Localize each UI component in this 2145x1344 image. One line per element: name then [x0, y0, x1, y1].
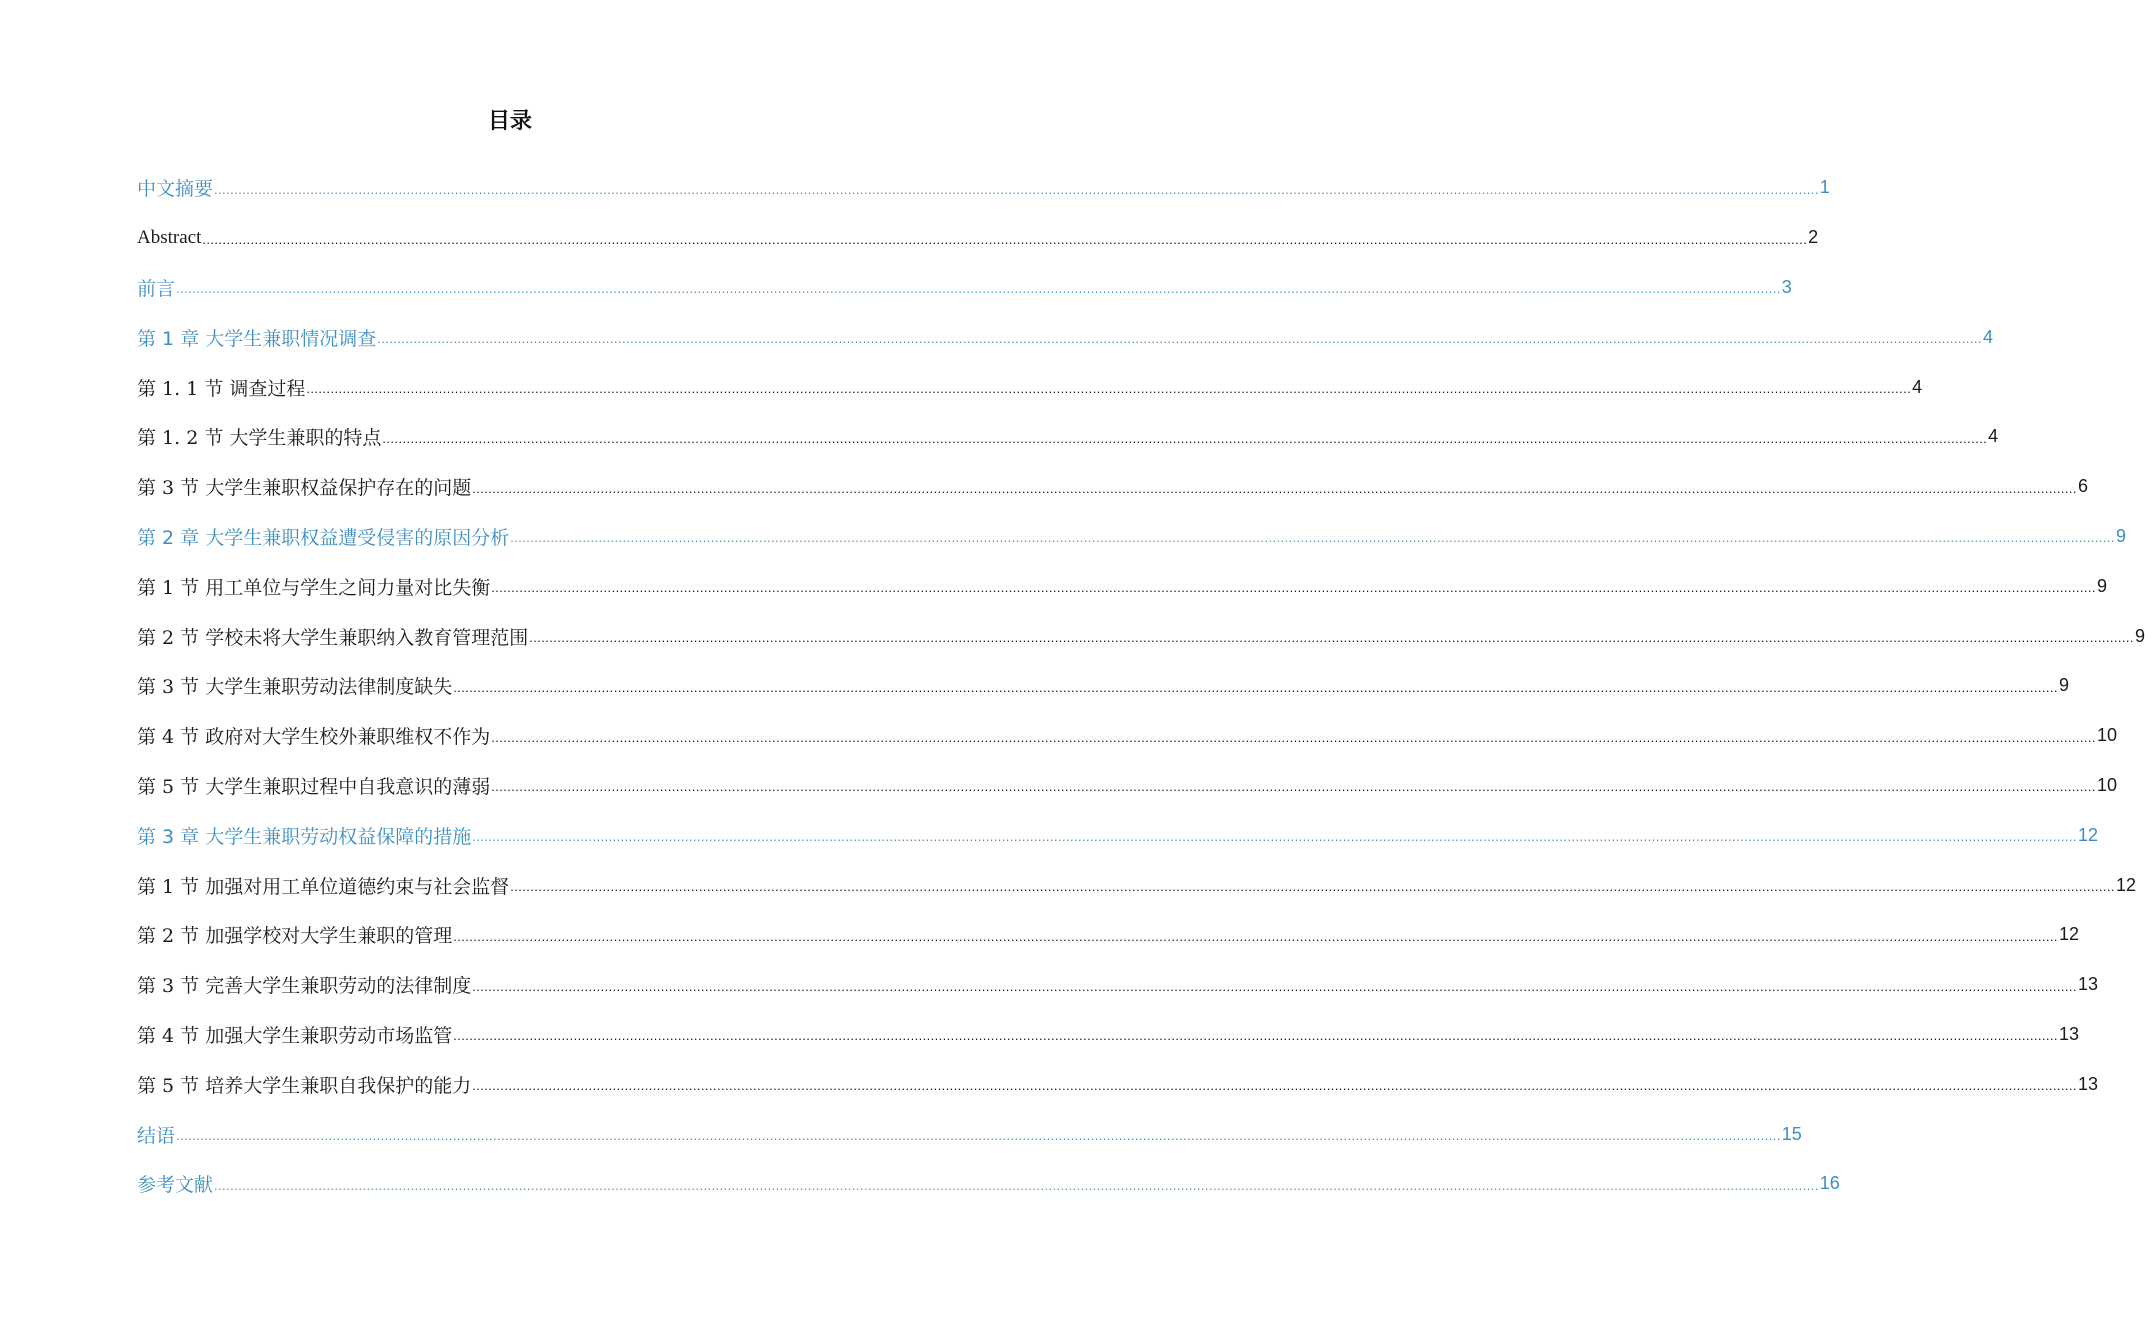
dot-leader: ................................................................................................................................................................................................................................................................................................................................................................................................................	[453, 928, 2058, 944]
page-title: 目录	[487, 109, 532, 134]
dot-leader: ................................................................................................................................................................................................................................................................................................................................................................................................................	[510, 530, 2115, 546]
toc-entry[interactable]	[137, 213, 1819, 263]
toc-entry-label: 中文摘要	[137, 178, 214, 201]
toc-entry[interactable]	[137, 810, 2098, 860]
dot-leader: ................................................................................................................................................................................................................................................................................................................................................................................................................	[472, 978, 2077, 994]
toc-entry[interactable]	[137, 561, 2107, 611]
toc-entry[interactable]	[137, 761, 2117, 811]
toc-entry-label: 第 3 节 大学生兼职劳动法律制度缺失	[137, 676, 453, 699]
toc-entry-page-number: 9	[2096, 575, 2107, 596]
toc-entry[interactable]	[137, 412, 1999, 462]
toc-entry[interactable]	[137, 163, 1830, 213]
toc-entry-label: 第 2 节 加强学校对大学生兼职的管理	[137, 925, 453, 948]
toc-entry-page-number: 4	[1988, 426, 1999, 447]
toc-entry-page-number: 12	[2077, 824, 2098, 845]
toc-entry[interactable]	[137, 1159, 1840, 1209]
dot-leader: ................................................................................................................................................................................................................................................................................................................................................................................................................	[306, 381, 1912, 397]
toc-entry-label: 第 2 节 学校未将大学生兼职纳入教育管理范围	[137, 626, 529, 649]
toc-entry-label: 第 1. 1 节 调查过程	[137, 377, 306, 400]
dot-leader: ................................................................................................................................................................................................................................................................................................................................................................................................................	[176, 281, 1781, 297]
toc-entry-page-number: 4	[1912, 376, 1923, 397]
dot-leader: ................................................................................................................................................................................................................................................................................................................................................................................................................	[214, 181, 1819, 197]
toc-entry[interactable]	[137, 611, 2145, 661]
toc-entry-page-number: 13	[2058, 1023, 2079, 1044]
toc-entry-page-number: 15	[1781, 1123, 1802, 1144]
toc-entry[interactable]	[137, 362, 1923, 412]
toc-entry-label: 第 5 节 培养大学生兼职自我保护的能力	[137, 1074, 472, 1097]
toc-entry-page-number: 12	[2115, 874, 2136, 895]
dot-leader: ................................................................................................................................................................................................................................................................................................................................................................................................................	[491, 779, 2096, 795]
toc-entry-page-number: 9	[2134, 625, 2145, 646]
dot-leader: ................................................................................................................................................................................................................................................................................................................................................................................................................	[491, 729, 2096, 745]
toc-entry-page-number: 1	[1819, 177, 1830, 198]
dot-leader: ................................................................................................................................................................................................................................................................................................................................................................................................................	[510, 879, 2115, 895]
toc-entry-page-number: 6	[2077, 476, 2088, 497]
toc-entry[interactable]	[137, 462, 2088, 512]
toc-entry-label: 第 3 节 完善大学生兼职劳动的法律制度	[137, 975, 472, 998]
toc-entry-label: 结语	[137, 1124, 176, 1147]
toc-entry-page-number: 10	[2096, 774, 2117, 795]
toc-entry-label: 第 4 节 加强大学生兼职劳动市场监管	[137, 1024, 453, 1047]
dot-leader: ................................................................................................................................................................................................................................................................................................................................................................................................................	[202, 231, 1808, 247]
toc-entry-label: Abstract	[137, 226, 202, 248]
toc-entry-label: 第 5 节 大学生兼职过程中自我意识的薄弱	[137, 775, 491, 798]
toc-entry[interactable]	[137, 910, 2079, 960]
toc-entry-page-number: 4	[1982, 326, 1993, 347]
toc-entry-page-number: 12	[2058, 924, 2079, 945]
dot-leader: ................................................................................................................................................................................................................................................................................................................................................................................................................	[529, 630, 2134, 646]
toc-entry-label: 第 1 章 大学生兼职情况调查	[137, 327, 377, 350]
dot-leader: ................................................................................................................................................................................................................................................................................................................................................................................................................	[453, 1028, 2058, 1044]
dot-leader: ................................................................................................................................................................................................................................................................................................................................................................................................................	[382, 430, 1988, 446]
toc-entry-label: 第 2 章 大学生兼职权益遭受侵害的原因分析	[137, 526, 510, 549]
dot-leader: ................................................................................................................................................................................................................................................................................................................................................................................................................	[472, 1078, 2077, 1094]
toc-entry[interactable]	[137, 860, 2136, 910]
toc-entry-label: 第 3 章 大学生兼职劳动权益保障的措施	[137, 825, 472, 848]
toc-entry[interactable]	[137, 711, 2117, 761]
toc-entry[interactable]	[137, 1010, 2079, 1060]
toc-entry-page-number: 9	[2058, 675, 2069, 696]
dot-leader: ................................................................................................................................................................................................................................................................................................................................................................................................................	[377, 331, 1982, 347]
dot-leader: ................................................................................................................................................................................................................................................................................................................................................................................................................	[491, 580, 2096, 596]
toc-entry[interactable]	[137, 661, 2069, 711]
toc-entry[interactable]	[137, 960, 2098, 1010]
toc-entry-page-number: 13	[2077, 1073, 2098, 1094]
dot-leader: ................................................................................................................................................................................................................................................................................................................................................................................................................	[176, 1128, 1781, 1144]
dot-leader: ................................................................................................................................................................................................................................................................................................................................................................................................................	[472, 480, 2077, 496]
toc-entry-label: 第 3 节 大学生兼职权益保护存在的问题	[137, 477, 472, 500]
toc-entry[interactable]	[137, 1109, 1802, 1159]
toc-entry-page-number: 10	[2096, 725, 2117, 746]
dot-leader: ................................................................................................................................................................................................................................................................................................................................................................................................................	[214, 1177, 1819, 1193]
toc-entry-page-number: 16	[1819, 1173, 1840, 1194]
toc-entry-label: 第 4 节 政府对大学生校外兼职维权不作为	[137, 726, 491, 749]
table-of-contents	[137, 163, 2145, 1209]
toc-entry-page-number: 9	[2115, 525, 2126, 546]
toc-entry[interactable]	[137, 263, 1792, 313]
toc-entry-label: 前言	[137, 277, 176, 300]
toc-entry-page-number: 2	[1808, 227, 1819, 248]
toc-entry[interactable]	[137, 1059, 2098, 1109]
toc-entry-page-number: 13	[2077, 974, 2098, 995]
dot-leader: ................................................................................................................................................................................................................................................................................................................................................................................................................	[453, 679, 2058, 695]
dot-leader: ................................................................................................................................................................................................................................................................................................................................................................................................................	[472, 829, 2077, 845]
toc-entry[interactable]	[137, 512, 2126, 562]
toc-entry-label: 第 1 节 加强对用工单位道德约束与社会监督	[137, 875, 510, 898]
toc-entry-label: 第 1. 2 节 大学生兼职的特点	[137, 427, 382, 450]
toc-entry-label: 参考文献	[137, 1174, 214, 1197]
toc-entry[interactable]	[137, 312, 1993, 362]
toc-entry-label: 第 1 节 用工单位与学生之间力量对比失衡	[137, 576, 491, 599]
toc-entry-page-number: 3	[1781, 276, 1792, 297]
